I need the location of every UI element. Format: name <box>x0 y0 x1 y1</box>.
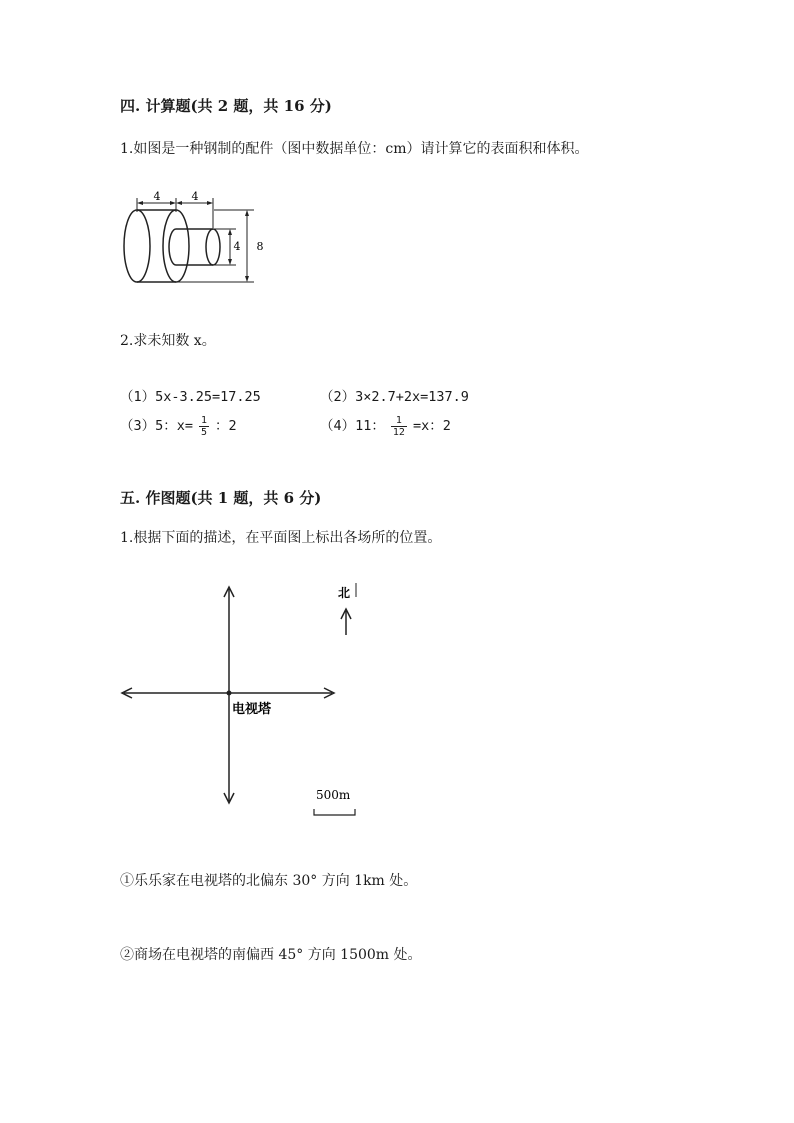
tv-tower-label: 电视塔 <box>232 702 272 717</box>
equation-4-right: =x：2 <box>412 418 451 434</box>
question-5-1: 1.根据下面的描述，在平面图上标出各场所的位置。 <box>120 530 442 546</box>
north-label: 北 <box>338 586 351 600</box>
fraction-denominator: 12 <box>392 426 405 438</box>
fraction-denominator: 5 <box>201 426 208 438</box>
scale-bar <box>314 809 355 815</box>
inner-diameter-label: 4 <box>233 240 241 253</box>
outer-diameter-label: 8 <box>256 240 264 253</box>
direction-map <box>110 575 380 825</box>
length-label-2: 4 <box>191 190 199 203</box>
steel-part-figure <box>118 188 278 288</box>
tv-tower-point <box>227 691 232 696</box>
equation-3-left: （3）5：x= <box>120 418 194 434</box>
equation-2: （2）3×2.7+2x=137.9 <box>320 389 469 405</box>
fraction-numerator: 1 <box>201 414 208 426</box>
map-item-1: ①乐乐家在电视塔的北偏东 30° 方向 1km 处。 <box>120 873 418 889</box>
fraction-one-twelfth <box>391 415 407 438</box>
equation-1: （1）5x-3.25=17.25 <box>120 389 261 405</box>
equation-3 <box>120 414 237 438</box>
question-4-1: 1.如图是一种钢制的配件（图中数据单位：cm）请计算它的表面积和体积。 <box>120 141 589 157</box>
equation-3-right: ：2 <box>215 418 237 434</box>
fraction-one-fifth <box>199 415 209 438</box>
question-4-2: 2.求未知数 x。 <box>120 333 216 349</box>
equation-4 <box>320 414 451 438</box>
section-5-title: 五. 作图题(共 1 题，共 6 分) <box>120 489 322 507</box>
equation-4-left: （4）11： <box>320 418 385 434</box>
length-label-1: 4 <box>153 190 161 203</box>
fraction-numerator: 1 <box>391 415 407 427</box>
scale-label: 500m <box>316 788 351 802</box>
section-4-title: 四. 计算题(共 2 题，共 16 分) <box>120 97 332 115</box>
map-item-2: ②商场在电视塔的南偏西 45° 方向 1500m 处。 <box>120 947 422 963</box>
